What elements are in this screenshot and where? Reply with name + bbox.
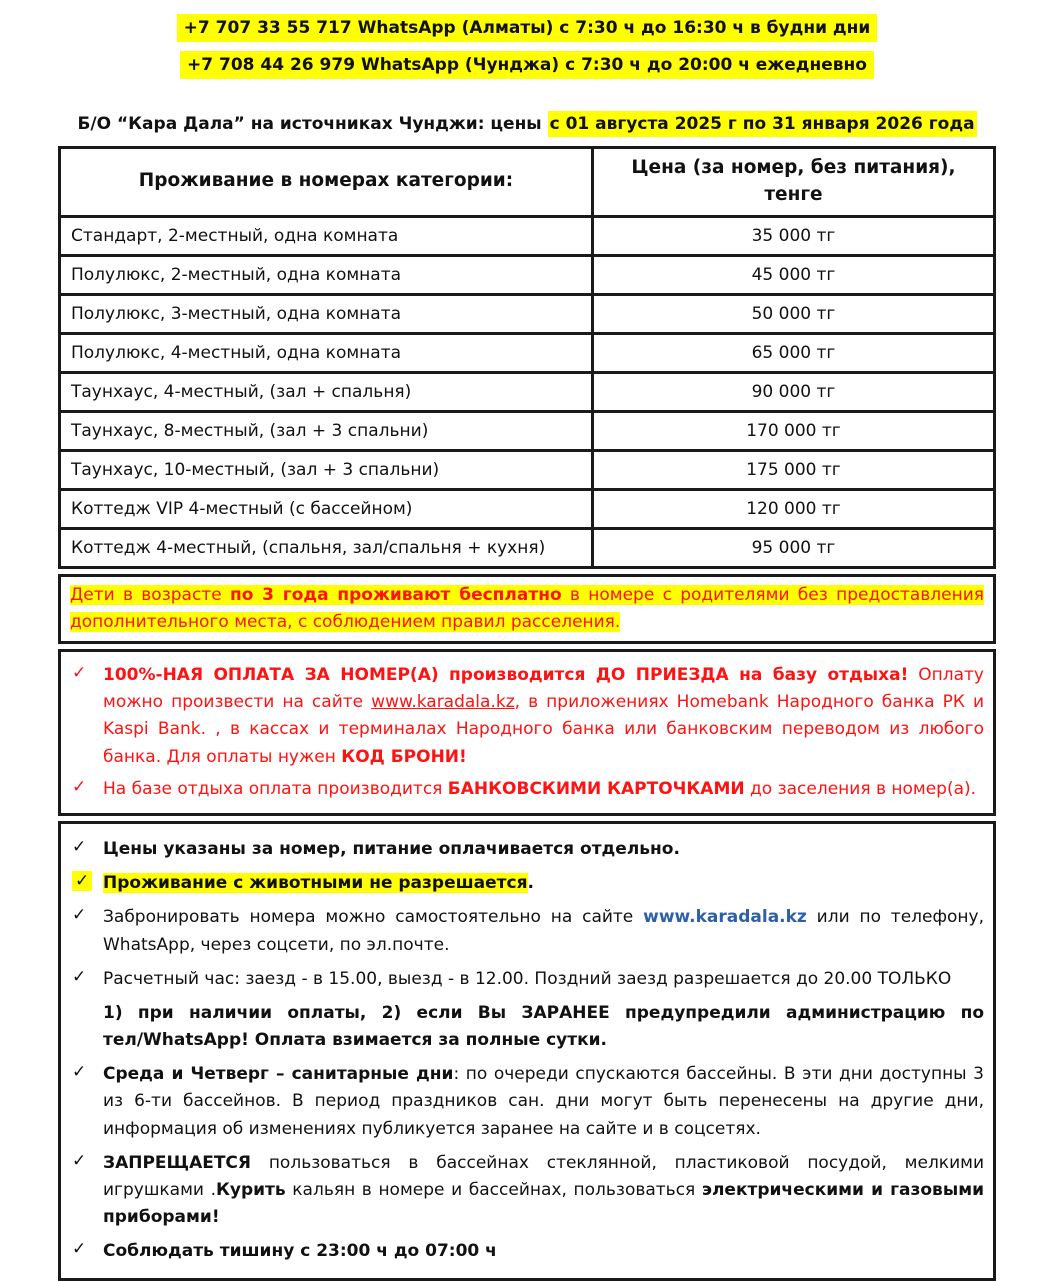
- room-category-cell: Таунхаус, 8-местный, (зал + 3 спальни): [60, 411, 593, 450]
- room-category-header: Проживание в номерах категории:: [60, 148, 593, 217]
- karadala-link[interactable]: www.karadala.kz: [371, 692, 515, 713]
- phone-line-almaty: +7 707 33 55 717 WhatsApp (Алматы) с 7:30 ч до 16:30 ч в будни дни: [177, 14, 878, 42]
- table-row: [60, 411, 995, 450]
- rule-text: [103, 1150, 984, 1232]
- room-category-cell: Таунхаус, 4-местный, (зал + спальня): [60, 372, 593, 411]
- room-category-cell: Коттедж VIP 4-местный (с бассейном): [60, 489, 593, 528]
- room-category-cell: Стандарт, 2-местный, одна комната: [60, 216, 593, 255]
- room-category-cell: Коттедж 4-местный, (спальня, зал/спальня + кухня): [60, 528, 593, 567]
- title-date-range: с 01 августа 2025 г по 31 января 2026 года: [548, 111, 977, 137]
- text-segment: На базе отдыха оплата производится: [103, 778, 448, 799]
- table-row: [60, 372, 995, 411]
- text-segment: Среда и Четверг – санитарные дни: [103, 1064, 454, 1085]
- check-icon: ✓: [72, 836, 87, 857]
- price-cell: 35 000 тг: [592, 216, 994, 255]
- rule-text: [103, 1238, 984, 1265]
- karadala-link[interactable]: www.karadala.kz: [643, 907, 807, 928]
- rule-item: [70, 966, 984, 993]
- text-segment: в номере с родителями без предоставления дополнительного места, с соблюдением правил расселения.: [70, 584, 984, 632]
- text-segment: Соблюдать тишину с 23:00 ч до 07:00 ч: [103, 1241, 497, 1262]
- table-row: [60, 333, 995, 372]
- table-row: [60, 450, 995, 489]
- table-row: [60, 528, 995, 567]
- rule-text: [103, 1061, 984, 1143]
- text-segment: ЗАПРЕЩАЕТСЯ: [103, 1152, 252, 1173]
- children-note-box: [58, 574, 996, 644]
- text-segment: Проживание с животными не разрешается: [103, 873, 528, 894]
- price-table: [58, 146, 996, 569]
- text-segment: КОД БРОНИ!: [341, 746, 467, 767]
- table-row: [60, 255, 995, 294]
- text-segment: : по очереди спускаются бассейны. В эти дни доступны 3 из 6-ти бассейнов. В период праздников сан. дни могут быть перенесены на другие дни, информация об изменениях публикуется заранее на сайте и в соцсетях.: [103, 1064, 984, 1139]
- rule-item: [70, 1150, 984, 1232]
- title-text: Б/О “Кара Дала” на источниках Чунджи: цены: [77, 114, 542, 134]
- check-icon: ✓: [72, 905, 87, 926]
- rule-text: [103, 1000, 984, 1054]
- text-segment: до заселения в номер(а).: [744, 778, 977, 799]
- table-header-row: [60, 148, 995, 217]
- rule-item: [70, 904, 984, 958]
- text-segment: .: [527, 873, 534, 894]
- price-cell: 95 000 тг: [592, 528, 994, 567]
- rule-item-continuation: [70, 1000, 984, 1054]
- rule-item: [70, 1238, 984, 1265]
- table-row: [60, 489, 995, 528]
- text-segment: , в приложениях Homebank Народного банка РК и Kaspi Bank. , в кассах и терминалах Народного банка или банковским переводом из любого банка. Для оплаты нужен: [103, 692, 984, 767]
- rule-item: [70, 1061, 984, 1143]
- text-segment: БАНКОВСКИМИ КАРТОЧКАМИ: [447, 778, 745, 799]
- price-cell: 120 000 тг: [592, 489, 994, 528]
- text-segment: 100%-НАЯ ОПЛАТА ЗА НОМЕР(А) производится ДО ПРИЕЗДА на базу отдыха!: [103, 665, 909, 685]
- text-segment: Дети в возрасте: [70, 584, 230, 605]
- room-category-cell: Полулюкс, 3-местный, одна комната: [60, 294, 593, 333]
- check-icon: ✓: [72, 871, 92, 891]
- text-segment: пользоваться в бассейнах стеклянной, пластиковой посудой, мелкими игрушками .: [103, 1152, 984, 1200]
- room-category-cell: Полулюкс, 4-местный, одна комната: [60, 333, 593, 372]
- text-segment: Расчетный час: заезд - в 15.00, выезд - в 12.00. Поздний заезд разрешается до 20.00 ТОЛЬКО: [103, 968, 952, 989]
- text-segment: электрическими и газовыми приборами: [103, 1180, 984, 1228]
- text-segment: !: [211, 1207, 220, 1228]
- room-category-cell: Таунхаус, 10-местный, (зал + 3 спальни): [60, 450, 593, 489]
- table-row: [60, 294, 995, 333]
- payment-rule-text: [103, 776, 984, 803]
- price-header-line1: Цена (за номер, без питания),: [631, 157, 956, 178]
- check-icon: ✓: [72, 1150, 87, 1171]
- rule-text: [103, 870, 984, 897]
- text-segment: кальян в номере и бассейнах, пользоваться: [285, 1180, 702, 1200]
- check-icon: ✓: [72, 1062, 87, 1083]
- rule-item: [70, 870, 984, 897]
- price-cell: 65 000 тг: [592, 333, 994, 372]
- text-segment: по 3 года проживают бесплатно: [229, 584, 562, 605]
- price-cell: 170 000 тг: [592, 411, 994, 450]
- rule-item: [70, 836, 984, 863]
- room-category-cell: Полулюкс, 2-местный, одна комната: [60, 255, 593, 294]
- check-icon: ✓: [72, 663, 87, 683]
- rule-text: [103, 904, 984, 958]
- text-segment: Оплату можно произвести на сайте: [103, 665, 984, 713]
- text-segment: Курить: [215, 1180, 286, 1200]
- children-note-text: [70, 582, 984, 636]
- check-icon: ✓: [72, 776, 87, 797]
- phone-line-chundzha: +7 708 44 26 979 WhatsApp (Чунджа) с 7:30 ч до 20:00 ч ежедневно: [180, 51, 874, 79]
- payment-rules-box: [58, 649, 996, 816]
- page-title: [58, 114, 996, 134]
- rule-text: [103, 836, 984, 863]
- payment-rule-text: [103, 662, 984, 771]
- price-header-line2: тенге: [764, 183, 823, 205]
- phone-header: [58, 14, 996, 88]
- text-segment: или по телефону, WhatsApp, через соцсети, по эл.почте.: [103, 907, 985, 955]
- payment-rule-item: [70, 662, 984, 771]
- price-cell: 90 000 тг: [592, 372, 994, 411]
- price-cell: 175 000 тг: [592, 450, 994, 489]
- general-rules-box: [58, 821, 996, 1281]
- check-icon: ✓: [72, 1239, 87, 1260]
- price-header: [592, 148, 994, 217]
- text-segment: Забронировать номера можно самостоятельно на сайте: [103, 907, 644, 928]
- check-icon: ✓: [72, 966, 87, 987]
- price-cell: 45 000 тг: [592, 255, 994, 294]
- rule-text: [103, 966, 984, 993]
- text-segment: 1) при наличии оплаты, 2) если Вы ЗАРАНЕЕ предупредили администрацию по тел/WhatsApp! Оплата взимается за полные сутки.: [103, 1002, 984, 1051]
- payment-rule-item: [70, 776, 984, 803]
- text-segment: Цены указаны за номер, питание оплачивается отдельно.: [103, 838, 680, 859]
- table-row: [60, 216, 995, 255]
- price-cell: 50 000 тг: [592, 294, 994, 333]
